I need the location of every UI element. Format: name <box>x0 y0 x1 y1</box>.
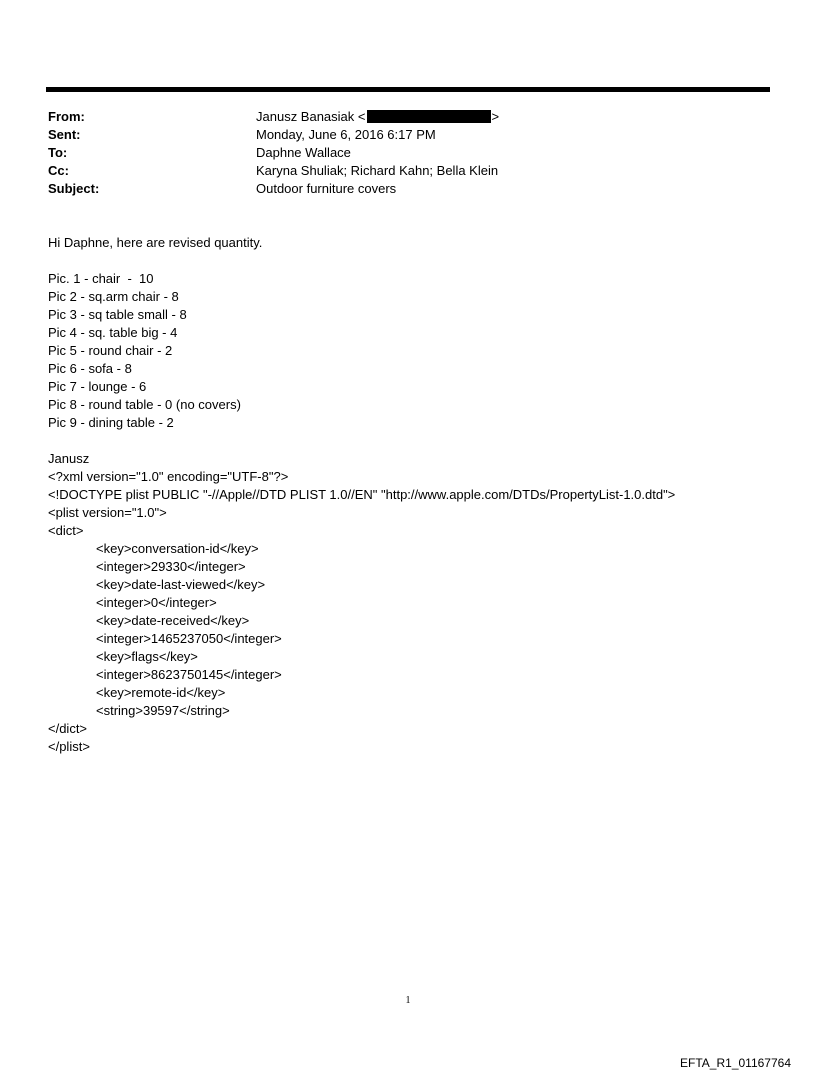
dict-line: <integer>1465237050</integer> <box>96 631 282 646</box>
plist-close: </plist> <box>48 739 90 754</box>
list-item: Pic. 1 - chair - 10 <box>48 271 154 286</box>
page-number: 1 <box>405 995 411 1006</box>
subject-label: Subject: <box>48 181 100 196</box>
from-name: Janusz Banasiak < <box>256 109 366 124</box>
cc-value: Karyna Shuliak; Richard Kahn; Bella Klein <box>256 163 499 178</box>
xml-declaration: <?xml version="1.0" encoding="UTF-8"?> <box>48 469 289 484</box>
list-item: Pic 4 - sq. table big - 4 <box>48 325 178 340</box>
dict-line: <integer>8623750145</integer> <box>96 667 282 682</box>
subject-row <box>48 180 499 198</box>
list-item: Pic 3 - sq table small - 8 <box>48 307 187 322</box>
doctype-line: <!DOCTYPE plist PUBLIC "-//Apple//DTD PLIST 1.0//EN" "http://www.apple.com/DTDs/PropertyList-1.0.dtd"> <box>48 487 676 502</box>
dict-line: <key>conversation-id</key> <box>96 541 259 556</box>
sent-value: Monday, June 6, 2016 6:17 PM <box>256 127 436 142</box>
greeting: Hi Daphne, here are revised quantity. <box>48 235 263 250</box>
dict-line: <key>date-received</key> <box>96 613 250 628</box>
dict-line: <integer>0</integer> <box>96 595 217 610</box>
list-item: Pic 8 - round table - 0 (no covers) <box>48 397 241 412</box>
dict-line: <string>39597</string> <box>96 703 230 718</box>
email-header <box>48 108 499 198</box>
cc-label: Cc: <box>48 163 69 178</box>
dict-line: <key>date-last-viewed</key> <box>96 577 266 592</box>
dict-line: <integer>29330</integer> <box>96 559 246 574</box>
list-item: Pic 6 - sofa - 8 <box>48 361 132 376</box>
subject-value: Outdoor furniture covers <box>256 181 397 196</box>
list-item: Pic 7 - lounge - 6 <box>48 379 147 394</box>
to-row <box>48 144 499 162</box>
list-item: Pic 2 - sq.arm chair - 8 <box>48 289 179 304</box>
redaction-box <box>367 110 491 123</box>
bates-number: EFTA_R1_01167764 <box>680 1056 791 1070</box>
sent-row <box>48 126 499 144</box>
from-row <box>48 108 499 126</box>
email-body <box>48 234 675 756</box>
from-value <box>256 108 499 126</box>
signature: Janusz <box>48 451 90 466</box>
dict-line: <key>flags</key> <box>96 649 198 664</box>
dict-close: </dict> <box>48 721 88 736</box>
dict-open: <dict> <box>48 523 84 538</box>
to-value: Daphne Wallace <box>256 145 351 160</box>
dict-line: <key>remote-id</key> <box>96 685 226 700</box>
sent-label: Sent: <box>48 127 81 142</box>
list-item: Pic 5 - round chair - 2 <box>48 343 173 358</box>
header-rule <box>46 87 770 92</box>
cc-row <box>48 162 499 180</box>
to-label: To: <box>48 145 68 160</box>
from-tail: > <box>491 109 500 124</box>
plist-open: <plist version="1.0"> <box>48 505 167 520</box>
from-label: From: <box>48 109 85 124</box>
list-item: Pic 9 - dining table - 2 <box>48 415 174 430</box>
